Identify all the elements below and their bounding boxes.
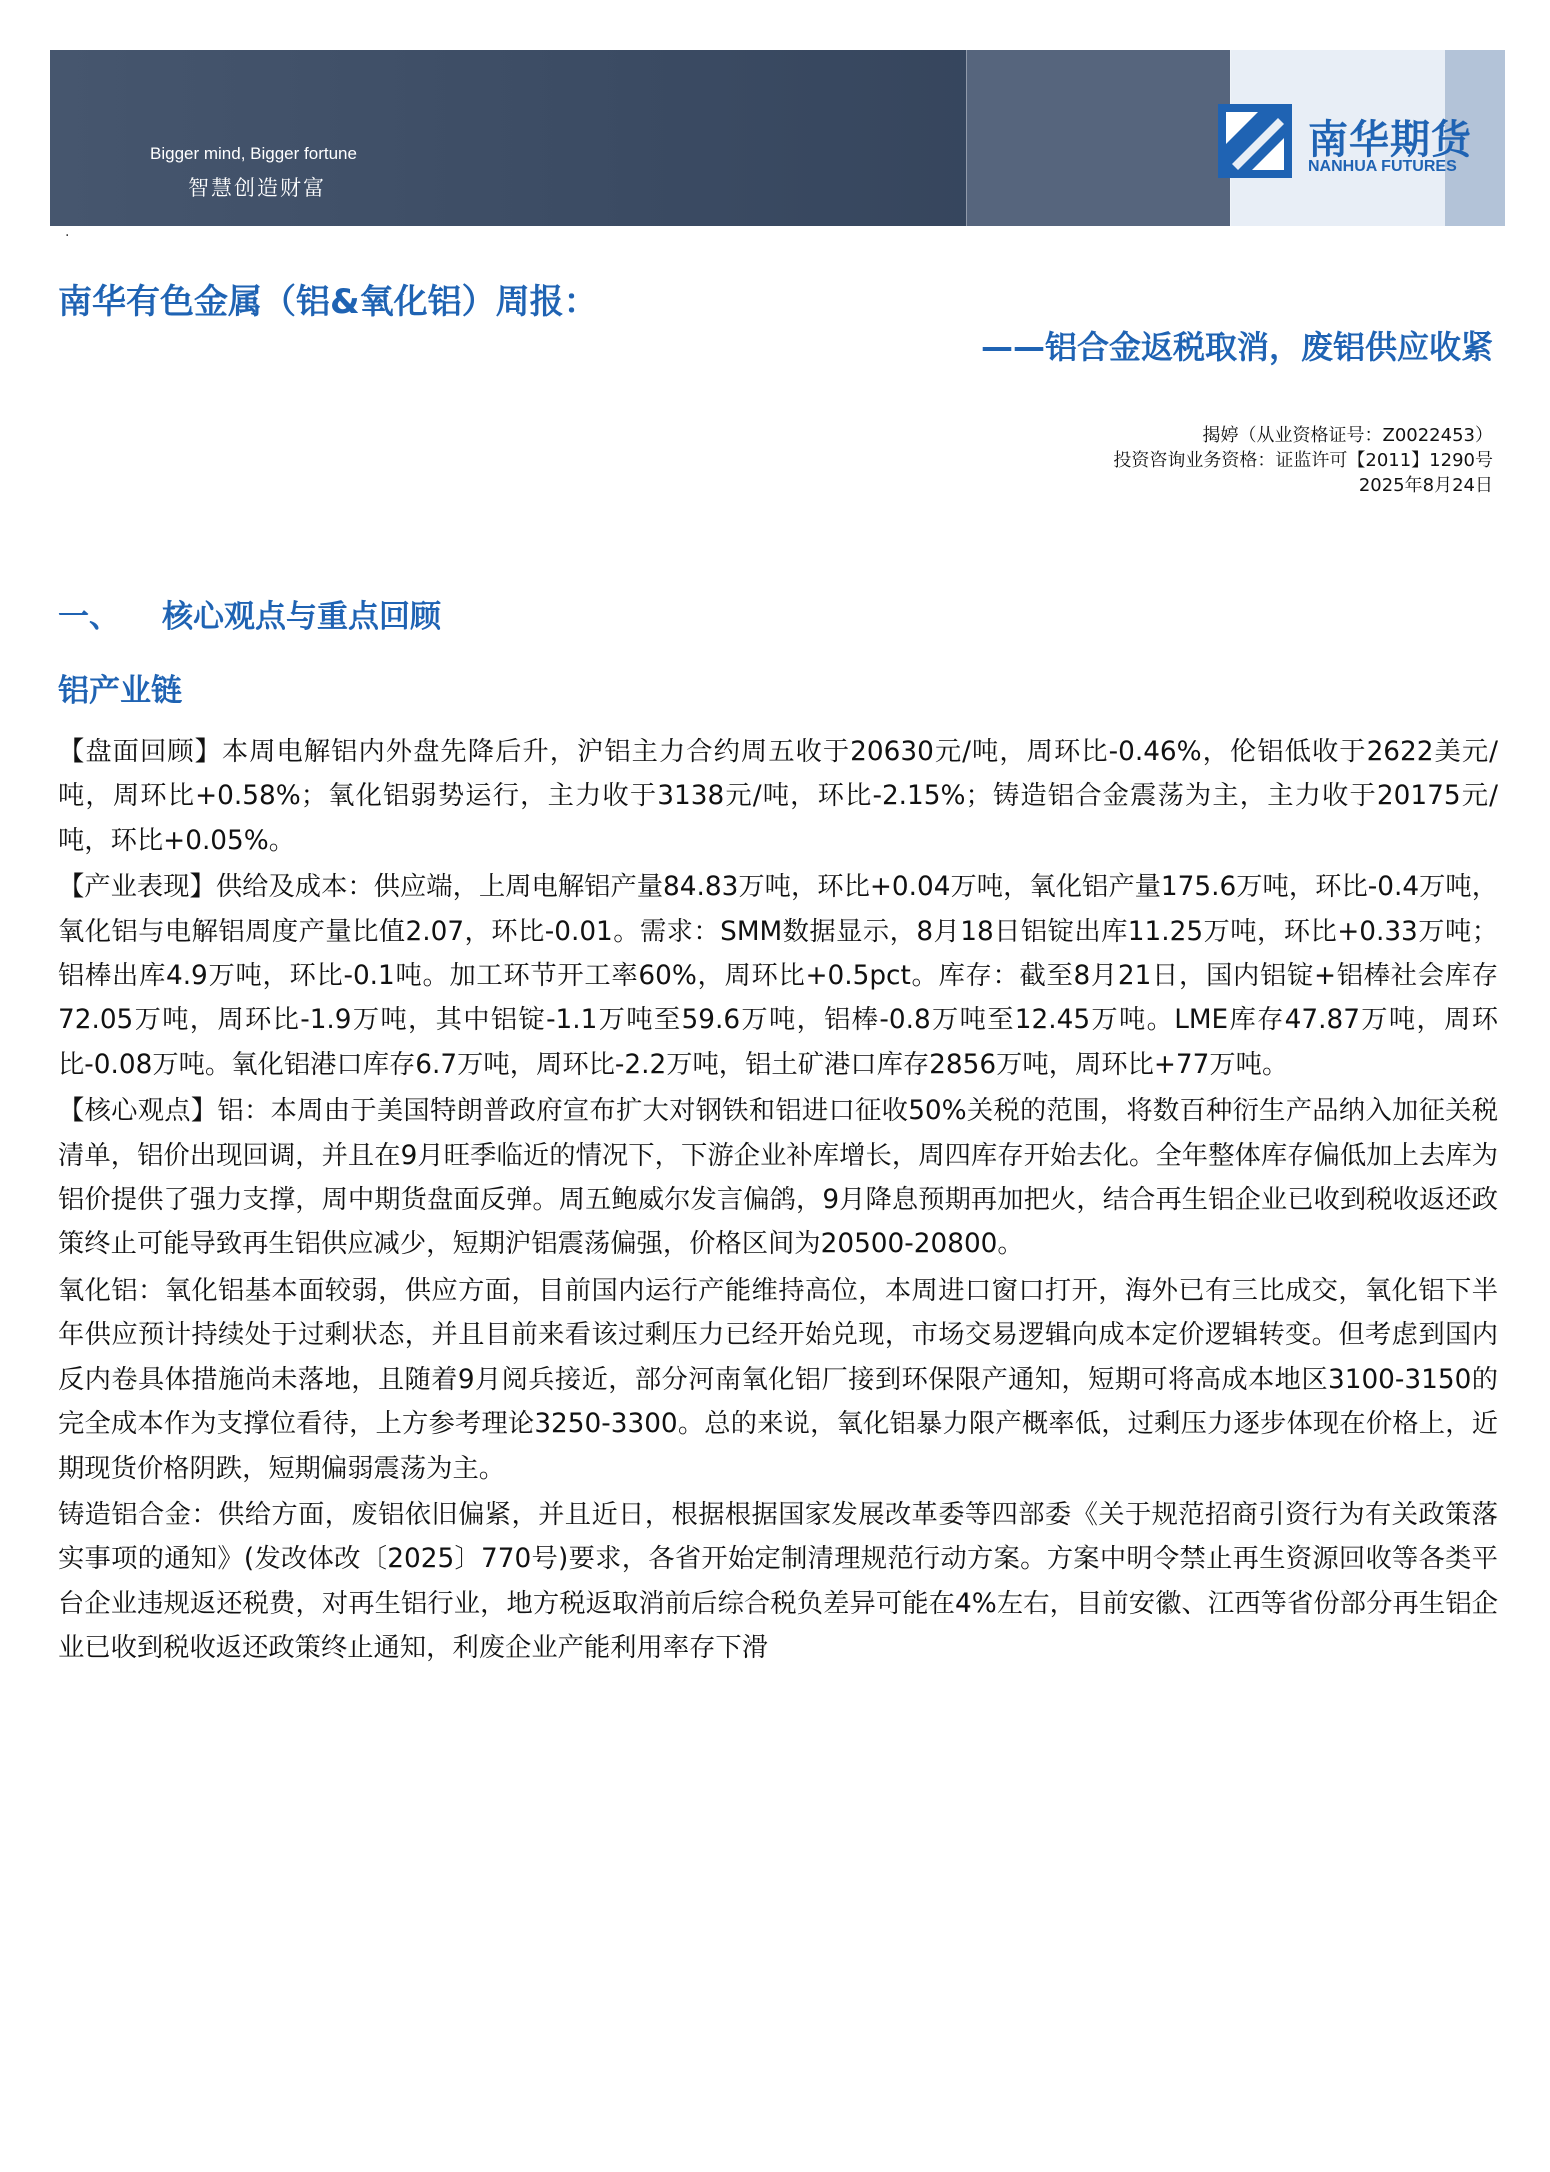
banner-panel	[966, 50, 1230, 226]
author-name: 揭婷（从业资格证号：Z0022453）	[1202, 425, 1493, 446]
section-heading	[58, 591, 441, 636]
section-title: 核心观点与重点回顾	[162, 599, 441, 635]
subsection-heading: 铝产业链	[58, 673, 182, 709]
paragraph-label: 【产业表现】	[58, 872, 216, 903]
report-body	[58, 730, 1498, 1673]
logo-text-chinese: 南华期货	[1308, 117, 1472, 163]
banner-divider	[966, 50, 967, 226]
slogan-chinese: 智慧创造财富	[188, 176, 326, 200]
paragraph-text: 本周电解铝内外盘先降后升，沪铝主力合约周五收于20630元/吨，周环比-0.46%，伦铝低收于2622美元/吨，周环比+0.58%；氧化铝弱势运行，主力收于3138元/吨，环比-2.15%；铸造铝合金震荡为主，主力收于20175元/吨，环比+0.05%。	[58, 737, 1499, 856]
paragraph-text: 氧化铝：氧化铝基本面较弱，供应方面，目前国内运行产能维持高位，本周进口窗口打开，海外已有三比成交，氧化铝下半年供应预计持续处于过剩状态，并且目前来看该过剩压力已经开始兑现，市场交易逻辑向成本定价逻辑转变。但考虑到国内反内卷具体措施尚未落地，且随着9月阅兵接近，部分河南氧化铝厂接到环保限产通知，短期可将高成本地区3100-3150的完全成本作为支撑位看待，上方参考理论3250-3300。总的来说，氧化铝暴力限产概率低，过剩压力逐步体现在价格上，近期现货价格阴跌，短期偏弱震荡为主。	[58, 1275, 1498, 1484]
license-info: 投资咨询业务资格：证监许可【2011】1290号	[1113, 450, 1493, 471]
section-number: 一、	[58, 599, 120, 635]
paragraph-market-review	[58, 730, 1498, 863]
paragraph-alumina	[58, 1269, 1498, 1491]
paragraph-label: 【核心观点】	[58, 1096, 218, 1127]
paragraph-text: 铝：本周由于美国特朗普政府宣布扩大对钢铁和铝进口征收50%关税的范围，将数百种衍生产品纳入加征关税清单，铝价出现回调，并且在9月旺季临近的情况下，下游企业补库增长，周四库存开始去化。全年整体库存偏低加上去库为铝价提供了强力支撑，周中期货盘面反弹。周五鲍威尔发言偏鸽，9月降息预期再加把火，结合再生铝企业已收到税收返还政策终止可能导致再生铝供应减少，短期沪铝震荡偏强，价格区间为20500-20800。	[58, 1096, 1499, 1260]
author-info	[1113, 423, 1493, 498]
logo-text-english: NANHUA FUTURES	[1308, 158, 1457, 175]
paragraph-cast-alloy	[58, 1493, 1498, 1671]
nanhua-logo-icon	[1218, 104, 1292, 178]
paragraph-label: 【盘面回顾】	[58, 737, 222, 767]
slogan-english: Bigger mind, Bigger fortune	[150, 144, 357, 163]
header-banner	[50, 50, 1505, 226]
paragraph-industry-performance	[58, 865, 1498, 1087]
page-marker: ·	[65, 228, 70, 244]
paragraph-core-view	[58, 1089, 1498, 1267]
paragraph-text: 铸造铝合金：供给方面，废铝依旧偏紧，并且近日，根据根据国家发展改革委等四部委《关于规范招商引资行为有关政策落实事项的通知》(发改体改〔2025〕770号)要求，各省开始定制清理规范行动方案。方案中明令禁止再生资源回收等各类平台企业违规返还税费，对再生铝行业，地方税返取消前后综合税负差异可能在4%左右，目前安徽、江西等省份部分再生铝企业已收到税收返还政策终止通知，利废企业产能利用率存下滑	[58, 1499, 1498, 1664]
report-title: 南华有色金属（铝&氧化铝）周报：	[58, 282, 598, 322]
paragraph-text: 供给及成本：供应端，上周电解铝产量84.83万吨，环比+0.04万吨，氧化铝产量175.6万吨，环比-0.4万吨，氧化铝与电解铝周度产量比值2.07，环比-0.01。需求：SMM数据显示，8月18日铝锭出库11.25万吨，环比+0.33万吨；铝棒出库4.9万吨，环比-0.1吨。加工环节开工率60%，周环比+0.5pct。库存：截至8月21日，国内铝锭+铝棒社会库存72.05万吨，周环比-1.9万吨，其中铝锭-1.1万吨至59.6万吨，铝棒-0.8万吨至12.45万吨。LME库存47.87万吨，周环比-0.08万吨。氧化铝港口库存6.7万吨，周环比-2.2万吨，铝土矿港口库存2856万吨，周环比+77万吨。	[58, 872, 1498, 1080]
report-subtitle: ——铝合金返税取消，废铝供应收紧	[980, 328, 1493, 366]
report-date: 2025年8月24日	[1358, 475, 1493, 496]
